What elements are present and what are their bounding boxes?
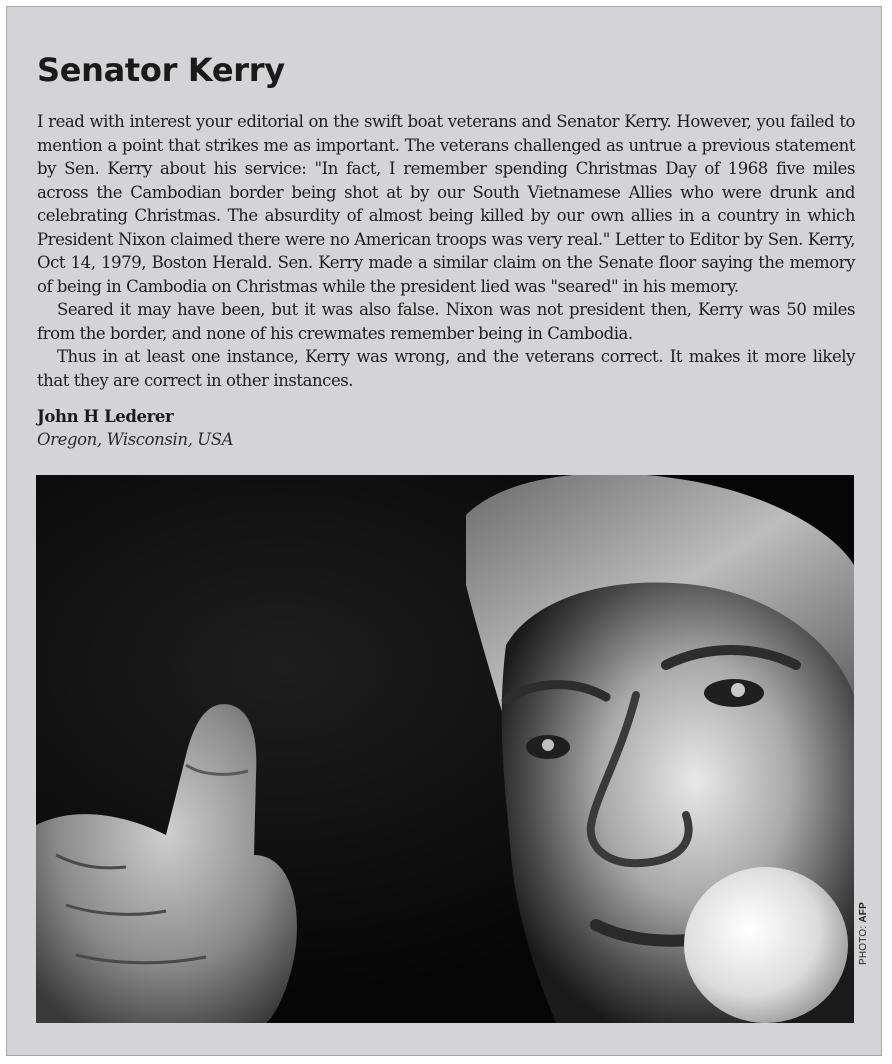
letter-body bbox=[37, 110, 855, 392]
paragraph-3: Thus in at least one instance, Kerry was wrong, and the veterans correct. It makes it more likely that they are correct in other instances. bbox=[37, 347, 855, 390]
portrait-illustration bbox=[36, 475, 854, 1023]
paragraph-2: Seared it may have been, but it was also false. Nixon was not president then, Kerry was 50 miles from the border, and none of his crewmates remember being in Cambodia. bbox=[37, 300, 855, 343]
letter-panel bbox=[6, 6, 882, 1056]
microphone bbox=[684, 867, 848, 1023]
photo-credit-agency: AFP bbox=[858, 902, 869, 923]
paragraph-1: I read with interest your editorial on the swift boat veterans and Senator Kerry. However, you failed to mention a point that strikes me as important. The veterans challenged as untrue a previous statement by Sen. Kerry about his service: "In fact, I remember spending Christmas Day of 1968 five miles across the Cambodian border being shot at by our South Vietnamese Allies who were drunk and celebrating Christmas. The absurdity of almost being killed by our own allies in a country in which President Nixon claimed there were no American troops was very real." Letter to Editor by Sen. Kerry, Oct 14, 1979, Boston Herald. Sen. Kerry made a similar claim on the Senate floor saying the memory of being in Cambodia on Christmas while the president lied was "seared" in his memory. bbox=[37, 112, 855, 296]
senator-photo bbox=[36, 475, 854, 1023]
author-location: Oregon, Wisconsin, USA bbox=[37, 430, 234, 449]
headline: Senator Kerry bbox=[37, 51, 285, 89]
photo-credit bbox=[858, 902, 870, 965]
author-name: John H Lederer bbox=[37, 407, 174, 426]
photo-credit-prefix: PHOTO: bbox=[858, 922, 869, 965]
